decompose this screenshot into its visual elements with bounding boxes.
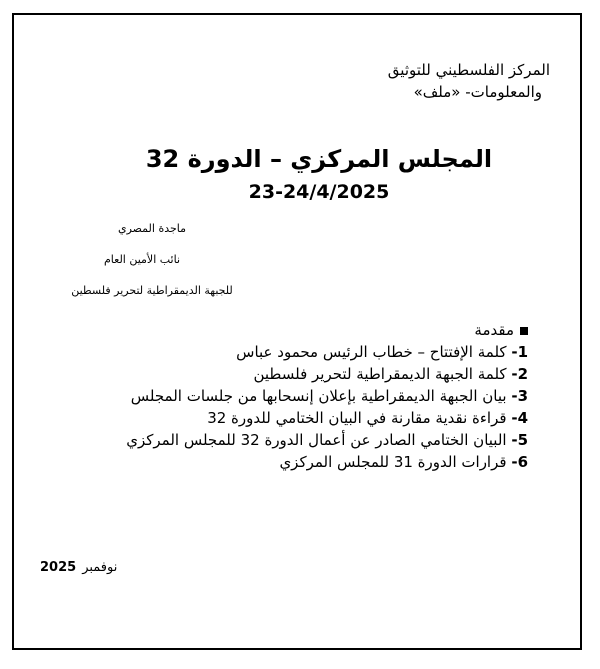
toc-item-4	[126, 407, 528, 429]
author-block	[32, 213, 272, 306]
toc-item-number: 6-	[511, 453, 528, 471]
footer-date	[40, 558, 117, 578]
toc-item-2	[126, 363, 528, 385]
footer-month: نوفمبر	[82, 560, 118, 575]
toc-item-text: البيان الختامي الصادر عن أعمال الدورة 32 للمجلس المركزي	[126, 431, 512, 449]
organization-header	[388, 59, 550, 103]
toc-item-text: قرارات الدورة 31 للمجلس المركزي	[279, 453, 512, 471]
toc-item-3	[126, 385, 528, 407]
toc-item-number: 5-	[511, 431, 528, 449]
toc-item-1	[126, 341, 528, 363]
square-bullet-icon	[520, 327, 528, 335]
footer-year: 2025	[40, 560, 77, 575]
toc-item-text: كلمة الجبهة الديمقراطية لتحرير فلسطين	[253, 365, 512, 383]
author-name: ماجدة المصري	[117, 222, 187, 235]
toc-item-number: 4-	[511, 409, 528, 427]
toc-item-text: قراءة نقدية مقارنة في البيان الختامي للدورة 32	[207, 409, 512, 427]
document-title	[14, 142, 584, 176]
author-organization: للجبهة الديمقراطية لتحرير فلسطين	[71, 284, 233, 297]
toc-item-number: 1-	[511, 343, 528, 361]
toc-item-text: كلمة الإفتتاح – خطاب الرئيس محمود عباس	[236, 343, 512, 361]
toc-item-5	[126, 429, 528, 451]
toc-heading	[126, 319, 528, 341]
document-date	[14, 179, 584, 205]
organization-line-1: المركز الفلسطيني للتوثيق	[387, 61, 550, 79]
table-of-contents	[126, 319, 528, 473]
toc-heading-text: مقدمة	[474, 321, 514, 339]
author-role: نائب الأمين العام	[103, 253, 181, 266]
document-date-text: 23-24/4/2025	[248, 181, 390, 203]
toc-item-text: بيان الجبهة الديمقراطية بإعلان إنسحابها من جلسات المجلس	[130, 387, 512, 405]
document-title-text: المجلس المركزي – الدورة 32	[145, 145, 493, 173]
organization-line-2: والمعلومات- «ملف»	[413, 83, 542, 101]
toc-item-6	[126, 451, 528, 473]
toc-item-number: 2-	[511, 365, 528, 383]
toc-item-number: 3-	[511, 387, 528, 405]
document-page	[12, 13, 582, 650]
